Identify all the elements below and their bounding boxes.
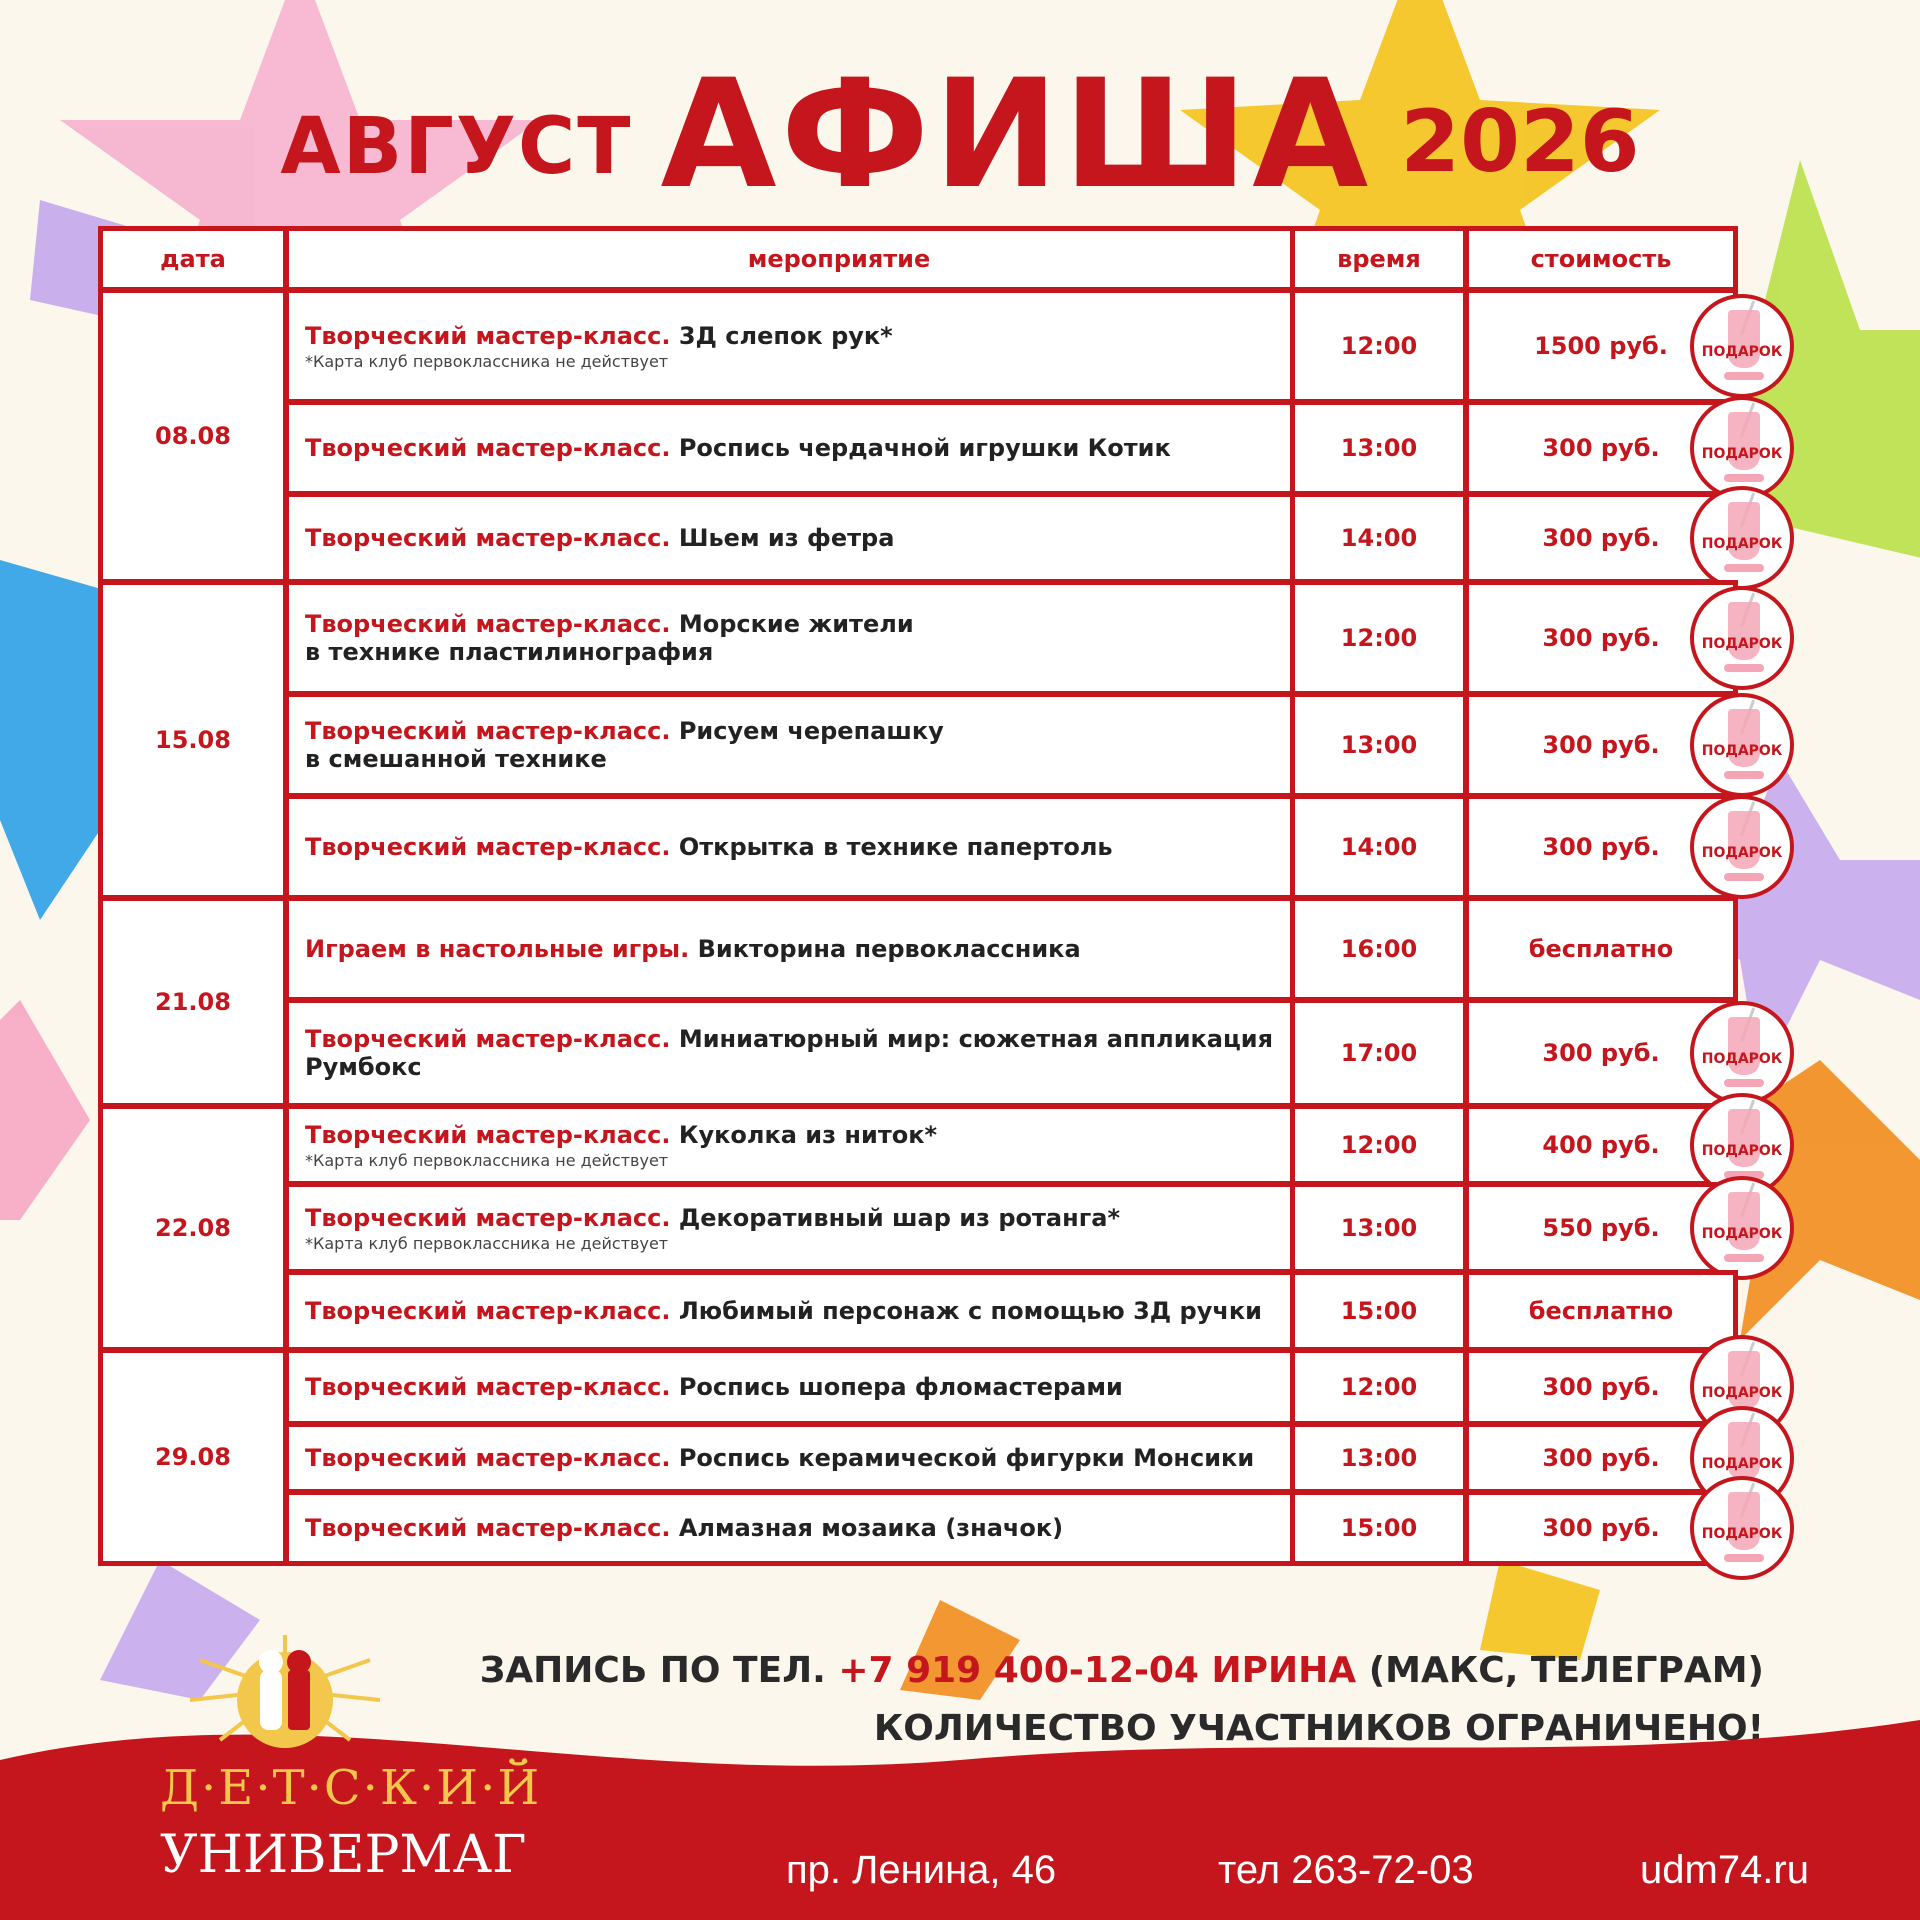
event-category: Творческий мастер-класс. <box>305 1514 671 1542</box>
time-cell: 15:00 <box>1290 1270 1468 1352</box>
event-category: Творческий мастер-класс. <box>305 1297 671 1325</box>
time-cell: 12:00 <box>1290 580 1468 696</box>
event-cell <box>284 288 1394 404</box>
poster-title <box>0 30 1920 222</box>
event-name: Роспись чердачной игрушки Котик <box>678 434 1171 462</box>
glass-base-icon <box>1724 1079 1764 1087</box>
event-category: Творческий мастер-класс. <box>305 717 671 745</box>
gift-badge <box>1690 586 1794 690</box>
footer-site[interactable]: udm74.ru <box>1640 1848 1809 1892</box>
event-name: Роспись шопера фломастерами <box>678 1373 1123 1401</box>
event-cell <box>284 1182 1394 1274</box>
price-cell: 300 руб. <box>1464 794 1738 900</box>
event-category: Играем в настольные игры. <box>305 935 690 963</box>
price-cell: 550 руб. <box>1464 1182 1738 1274</box>
glass-base-icon <box>1724 664 1764 672</box>
time-cell: 13:00 <box>1290 692 1468 798</box>
time-cell: 14:00 <box>1290 492 1468 584</box>
date-cell: 22.08 <box>98 1104 288 1352</box>
logo-line2: УНИВЕРМАГ <box>160 1825 527 1885</box>
date-cell: 21.08 <box>98 896 288 1108</box>
event-cell <box>284 1104 1394 1186</box>
event-category: Творческий мастер-класс. <box>305 610 671 638</box>
price-cell: бесплатно <box>1464 896 1738 1002</box>
event-cell <box>284 896 1394 1002</box>
glass-base-icon <box>1724 873 1764 881</box>
header-price: стоимость <box>1464 226 1738 292</box>
event-title <box>305 1297 1262 1325</box>
price-cell: 1500 руб. <box>1464 288 1738 404</box>
event-title <box>305 1514 1063 1542</box>
event-name: Открытка в технике папертоль <box>678 833 1113 861</box>
event-name: Любимый персонаж с помощью 3Д ручки <box>678 1297 1262 1325</box>
date-cell: 29.08 <box>98 1348 288 1566</box>
contacts-line1 <box>480 1642 1764 1700</box>
gift-badge <box>1690 294 1794 398</box>
header-time: время <box>1290 226 1468 292</box>
gift-badge <box>1690 795 1794 899</box>
event-name-line2: в технике пластилинография <box>305 638 714 666</box>
event-title <box>305 1204 1120 1232</box>
time-cell: 14:00 <box>1290 794 1468 900</box>
time-cell: 16:00 <box>1290 896 1468 1002</box>
event-category: Творческий мастер-класс. <box>305 321 671 350</box>
event-title <box>305 610 914 638</box>
gift-label: ПОДАРОК <box>1701 743 1783 759</box>
gift-label: ПОДАРОК <box>1701 446 1783 462</box>
time-cell: 12:00 <box>1290 1104 1468 1186</box>
event-title <box>305 1373 1123 1401</box>
time-cell: 12:00 <box>1290 288 1468 404</box>
price-cell: 300 руб. <box>1464 1490 1738 1566</box>
event-name-line2: в смешанной технике <box>305 745 607 773</box>
event-category: Творческий мастер-класс. <box>305 1373 671 1401</box>
event-name: Куколка из ниток* <box>678 1120 938 1149</box>
gift-label: ПОДАРОК <box>1701 845 1783 861</box>
price-cell: бесплатно <box>1464 1270 1738 1352</box>
header-event: мероприятие <box>284 226 1394 292</box>
contacts-phone[interactable]: +7 919 400-12-04 ИРИНА <box>838 1650 1357 1691</box>
glass-base-icon <box>1724 474 1764 482</box>
event-cell <box>284 998 1394 1108</box>
price-cell: 400 руб. <box>1464 1104 1738 1186</box>
header-date: дата <box>98 226 288 292</box>
event-cell <box>284 1422 1394 1494</box>
event-name: Викторина первоклассника <box>697 935 1081 963</box>
time-cell: 17:00 <box>1290 998 1468 1108</box>
event-note: *Карта клуб первоклассника не действует <box>305 351 669 371</box>
contacts-line2: КОЛИЧЕСТВО УЧАСТНИКОВ ОГРАНИЧЕНО! <box>873 1708 1764 1749</box>
date-cell: 15.08 <box>98 580 288 900</box>
glass-base-icon <box>1724 771 1764 779</box>
gift-badge <box>1690 1176 1794 1280</box>
event-cell <box>284 492 1394 584</box>
event-title <box>305 1444 1254 1472</box>
price-cell: 300 руб. <box>1464 580 1738 696</box>
price-cell: 300 руб. <box>1464 998 1738 1108</box>
event-title <box>305 1025 1273 1053</box>
event-category: Творческий мастер-класс. <box>305 524 671 552</box>
title-month: АВГУСТ <box>280 102 633 192</box>
event-title <box>305 717 944 745</box>
title-year: 2026 <box>1400 92 1640 192</box>
footer-address: пр. Ленина, 46 <box>786 1848 1057 1892</box>
time-cell: 12:00 <box>1290 1348 1468 1426</box>
event-cell <box>284 1348 1394 1426</box>
gift-badge <box>1690 693 1794 797</box>
date-cell: 08.08 <box>98 288 288 584</box>
event-name: Алмазная мозаика (значок) <box>678 1514 1064 1542</box>
gift-label: ПОДАРОК <box>1701 1226 1783 1242</box>
event-title <box>305 1121 937 1149</box>
gift-label: ПОДАРОК <box>1701 636 1783 652</box>
event-cell <box>284 794 1394 900</box>
event-name: Шьем из фетра <box>678 524 895 552</box>
glass-base-icon <box>1724 1254 1764 1262</box>
time-cell: 13:00 <box>1290 400 1468 496</box>
event-cell <box>284 580 1394 696</box>
event-title <box>305 524 894 552</box>
event-name: Миниатюрный мир: сюжетная аппликация <box>678 1025 1274 1053</box>
event-name: Декоративный шар из ротанга* <box>678 1203 1120 1232</box>
event-category: Творческий мастер-класс. <box>305 1025 671 1053</box>
event-cell <box>284 1270 1394 1352</box>
event-name: 3Д слепок рук* <box>678 321 893 350</box>
event-title <box>305 434 1171 462</box>
title-main: АФИША <box>660 48 1373 222</box>
store-logo-icon <box>160 1630 410 1750</box>
contacts-suffix: (МАКС, ТЕЛЕГРАМ) <box>1368 1650 1764 1691</box>
event-note: *Карта клуб первоклассника не действует <box>305 1150 669 1170</box>
price-cell: 300 руб. <box>1464 400 1738 496</box>
glass-base-icon <box>1724 372 1764 380</box>
glass-base-icon <box>1724 1554 1764 1562</box>
event-category: Творческий мастер-класс. <box>305 434 671 462</box>
event-name: Рисуем черепашку <box>678 717 944 745</box>
event-title <box>305 322 893 350</box>
event-category: Творческий мастер-класс. <box>305 1203 671 1232</box>
gift-label: ПОДАРОК <box>1701 1385 1783 1401</box>
price-cell: 300 руб. <box>1464 692 1738 798</box>
event-cell <box>284 1490 1394 1566</box>
price-cell: 300 руб. <box>1464 1422 1738 1494</box>
glass-base-icon <box>1724 564 1764 572</box>
gift-badge <box>1690 1001 1794 1105</box>
gift-badge <box>1690 1476 1794 1580</box>
price-cell: 300 руб. <box>1464 492 1738 584</box>
gift-label: ПОДАРОК <box>1701 344 1783 360</box>
event-cell <box>284 400 1394 496</box>
footer-phone[interactable]: тел 263-72-03 <box>1218 1848 1474 1892</box>
event-name-line2: Румбокс <box>305 1053 422 1081</box>
gift-badge <box>1690 396 1794 500</box>
event-note: *Карта клуб первоклассника не действует <box>305 1233 669 1253</box>
gift-label: ПОДАРОК <box>1701 1456 1783 1472</box>
event-cell <box>284 692 1394 798</box>
time-cell: 15:00 <box>1290 1490 1468 1566</box>
event-category: Творческий мастер-класс. <box>305 1120 671 1149</box>
event-title <box>305 935 1081 963</box>
contacts-prefix: ЗАПИСЬ ПО ТЕЛ. <box>479 1650 826 1691</box>
time-cell: 13:00 <box>1290 1422 1468 1494</box>
event-category: Творческий мастер-класс. <box>305 833 671 861</box>
gift-label: ПОДАРОК <box>1701 1051 1783 1067</box>
gift-label: ПОДАРОК <box>1701 536 1783 552</box>
gift-label: ПОДАРОК <box>1701 1526 1783 1542</box>
gift-badge <box>1690 486 1794 590</box>
event-name: Морские жители <box>678 610 914 638</box>
gift-label: ПОДАРОК <box>1701 1143 1783 1159</box>
price-cell: 300 руб. <box>1464 1348 1738 1426</box>
event-title <box>305 833 1113 861</box>
logo-line1: Д·Е·Т·С·К·И·Й <box>160 1760 542 1816</box>
event-category: Творческий мастер-класс. <box>305 1444 671 1472</box>
event-name: Роспись керамической фигурки Монсики <box>678 1444 1255 1472</box>
time-cell: 13:00 <box>1290 1182 1468 1274</box>
